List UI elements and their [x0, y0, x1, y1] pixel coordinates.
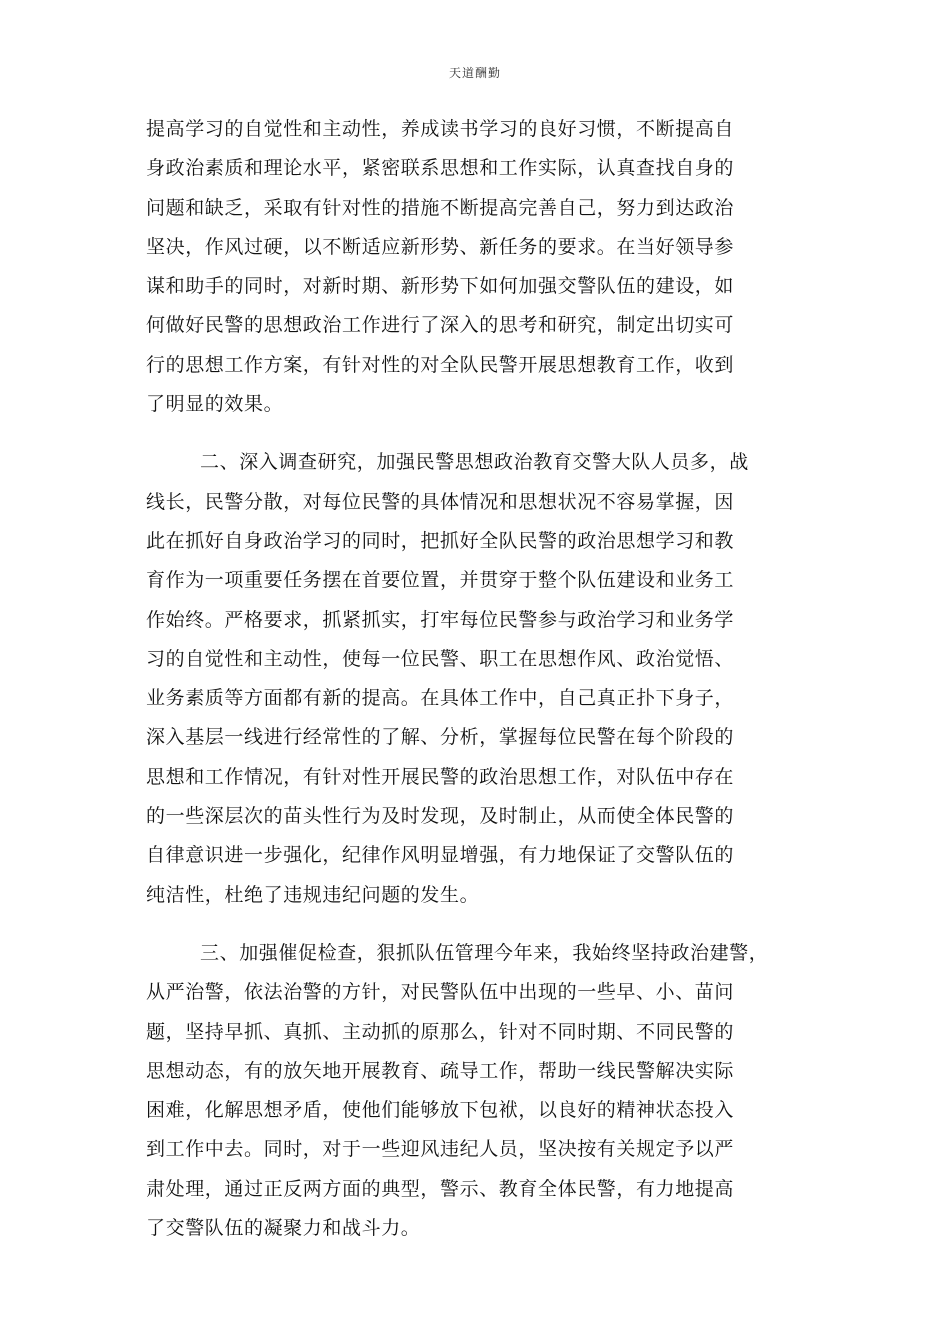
paragraph-line: 到工作中去。同时，对于一些迎风违纪人员，坚决按有关规定予以严 — [146, 1138, 735, 1161]
paragraph-line: 肃处理，通过正反两方面的典型，警示、教育全体民警，有力地提高 — [146, 1177, 735, 1200]
paragraph-line: 何做好民警的思想政治工作进行了深入的思考和研究，制定出切实可 — [146, 314, 735, 337]
paragraph-line: 坚决，作风过硬，以不断适应新形势、新任务的要求。在当好领导参 — [146, 235, 735, 258]
paragraph-line: 育作为一项重要任务摆在首要位置，并贯穿于整个队伍建设和业务工 — [146, 569, 735, 592]
paragraph-line: 题，坚持早抓、真抓、主动抓的原那么，针对不同时期、不同民警的 — [146, 1020, 735, 1043]
paragraph-line: 作始终。严格要求，抓紧抓实，打牢每位民警参与政治学习和业务学 — [146, 608, 735, 631]
paragraph-line: 行的思想工作方案，有针对性的对全队民警开展思想教育工作，收到 — [146, 353, 735, 376]
paragraph-line: 了明显的效果。 — [146, 393, 284, 416]
paragraph-line: 习的自觉性和主动性，使每一位民警、职工在思想作风、政治觉悟、 — [146, 647, 735, 670]
paragraph-line: 自律意识进一步强化，纪律作风明显增强，有力地保证了交警队伍的 — [146, 844, 735, 867]
document-body — [146, 110, 808, 1248]
paragraph-line: 的一些深层次的苗头性行为及时发现，及时制止，从而使全体民警的 — [146, 805, 735, 828]
paragraph-line: 了交警队伍的凝聚力和战斗力。 — [146, 1217, 421, 1240]
paragraph-line: 谋和助手的同时，对新时期、新形势下如何加强交警队伍的建设，如 — [146, 275, 735, 298]
paragraph-spacer — [146, 424, 808, 443]
paragraph-line: 提高学习的自觉性和主动性，养成读书学习的良好习惯，不断提高自 — [146, 118, 735, 140]
paragraph-2 — [146, 443, 808, 915]
paragraph-line: 问题和缺乏，采取有针对性的措施不断提高完善自己，努力到达政治 — [146, 196, 735, 219]
paragraph-line: 深入基层一线进行经常性的了解、分析，掌握每位民警在每个阶段的 — [146, 726, 735, 749]
paragraph-line: 二、深入调查研究，加强民警思想政治教育交警大队人员多，战 — [200, 451, 749, 474]
paragraph-line: 困难，化解思想矛盾，使他们能够放下包袱，以良好的精神状态投入 — [146, 1099, 735, 1122]
paragraph-line: 业务素质等方面都有新的提高。在具体工作中，自己真正扑下身子， — [146, 687, 735, 710]
paragraph-line: 身政治素质和理论水平，紧密联系思想和工作实际，认真查找自身的 — [146, 157, 735, 180]
paragraph-line: 思想动态，有的放矢地开展教育、疏导工作，帮助一线民警解决实际 — [146, 1059, 735, 1082]
paragraph-line: 纯洁性，杜绝了违规违纪问题的发生。 — [146, 883, 480, 906]
paragraph-line: 此在抓好自身政治学习的同时，把抓好全队民警的政治思想学习和教 — [146, 529, 735, 552]
paragraph-line: 从严治警，依法治警的方针，对民警队伍中出现的一些早、小、苗问 — [146, 981, 735, 1004]
paragraph-1 — [146, 110, 808, 424]
paragraph-line: 思想和工作情况，有针对性开展民警的政治思想工作，对队伍中存在 — [146, 765, 735, 788]
paragraph-line: 三、加强催促检查，狠抓队伍管理今年来，我始终坚持政治建警， — [200, 941, 769, 964]
paragraph-3 — [146, 934, 808, 1248]
page-header: 天道酬勤 — [448, 66, 501, 80]
paragraph-line: 线长，民警分散，对每位民警的具体情况和思想状况不容易掌握，因 — [146, 490, 735, 513]
paragraph-spacer — [146, 915, 808, 934]
